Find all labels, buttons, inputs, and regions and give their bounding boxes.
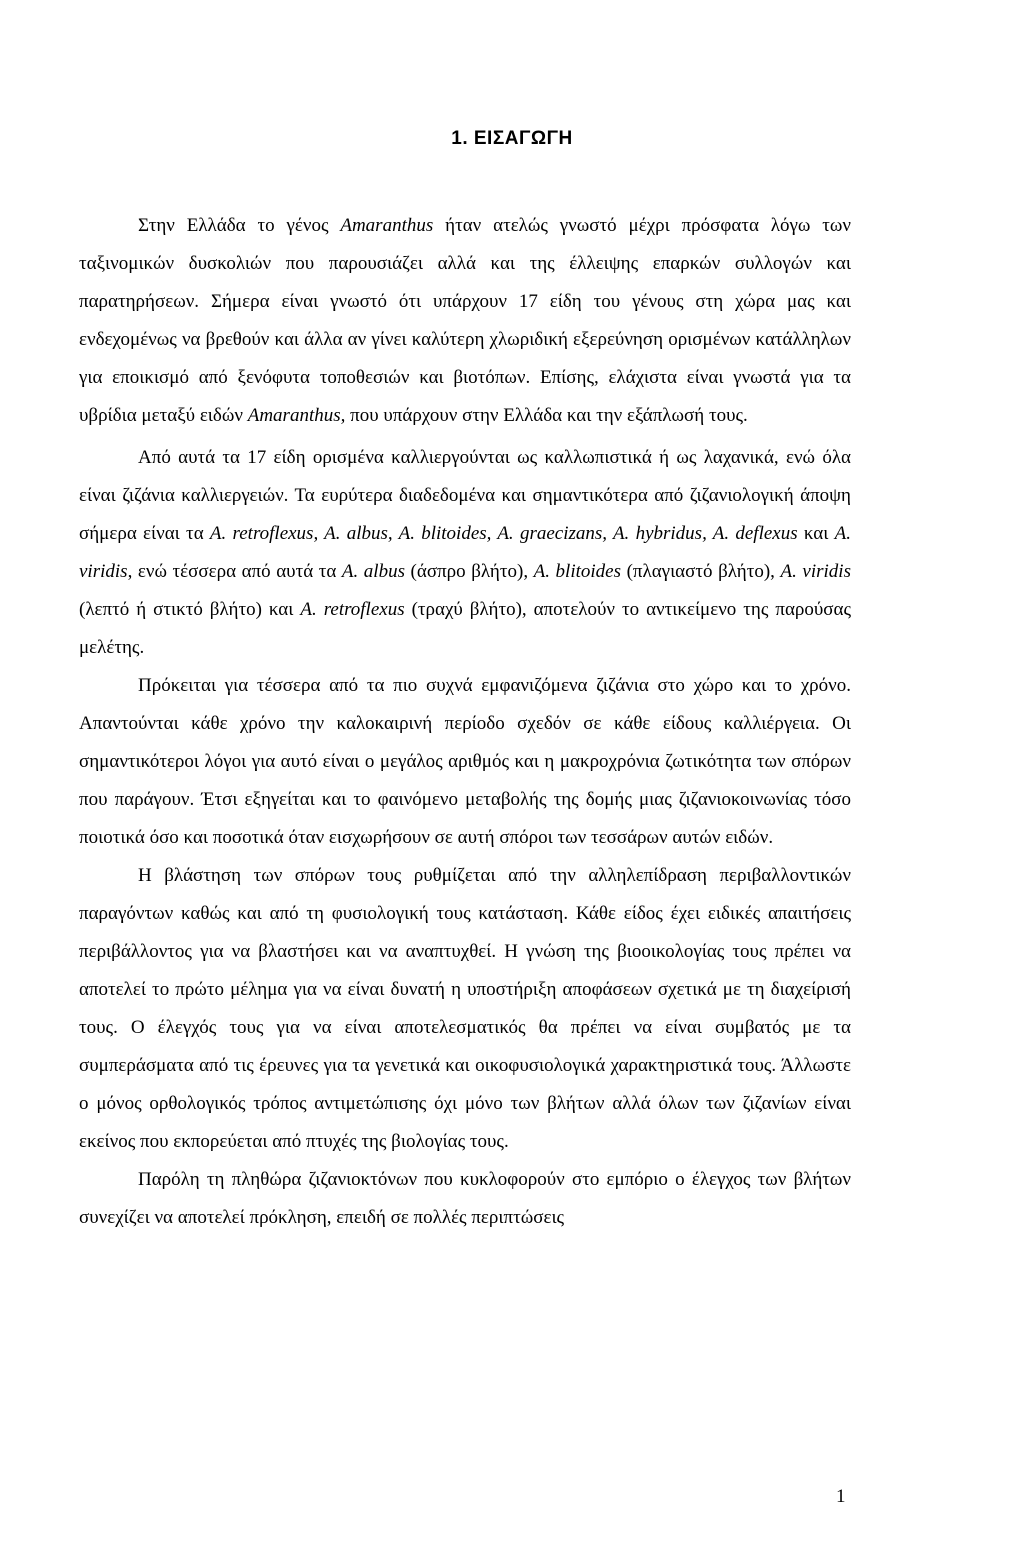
paragraph (79, 667, 851, 857)
paragraph (79, 207, 851, 435)
species-name: A. blitoides (533, 561, 622, 582)
text-run: (άσπρο βλήτο), (404, 561, 534, 582)
species-name: A. viridis (780, 561, 851, 582)
text-run: Η βλάστηση των σπόρων τους ρυθμίζεται από την αλληλεπίδραση περιβαλλοντικών παραγόντων καθώς και από τη φυσιολογική τους κατάσταση. Κάθε είδος έχει ειδικές απαιτήσεις περιβάλλοντος για να βλαστήσει και να αναπτυχθεί. Η γνώση της βιοοικολογίας τους πρέπει να αποτελεί το πρώτο μέλημα για να είναι δυνατή η υποστήριξη αποφάσεων σχετικά με τη διαχείρισή τους. Ο έλεγχός τους για να είναι αποτελεσματικός θα πρέπει να είναι συμβατός με τα συμπεράσματα από τις έρευνες για τα γενετικά και οικοφυσιολογικά χαρακτηριστικά τους. Άλλωστε ο μόνος ορθολογικός τρόπος αντιμετώπισης όχι μόνο των βλήτων αλλά όλων των ζιζανίων είναι εκείνος που εκπορεύεται από πτυχές της βιολογίας τους. (79, 865, 851, 1152)
species-name: Amaranthus (340, 215, 434, 236)
body-text (79, 207, 851, 1237)
species-name: A. retroflexus (300, 599, 405, 620)
species-name: A. albus (341, 561, 405, 582)
species-name: A. retroflexus, A. albus, A. blitoides, A. graecizans, A. hybridus, A. deflexus (209, 523, 798, 544)
paragraph (79, 439, 851, 667)
paragraph (79, 1161, 851, 1237)
text-run: Παρόλη τη πληθώρα ζιζανιοκτόνων που κυκλοφορούν στο εμπόριο ο έλεγχος των βλήτων συνεχίζει να αποτελεί πρόκληση, επειδή σε πολλές περιπτώσεις (79, 1169, 851, 1228)
text-run: Από αυτά τα 17 είδη ορισμένα καλλιεργούνται ως καλλωπιστικά ή ως λαχανικά, ενώ όλα είναι ζιζάνια καλλιεργειών. Τα ευρύτερα διαδεδομένα και σημαντικότερα από ζιζανιολογική άποψη σήμερα είναι τα (79, 447, 851, 544)
text-run: Στην Ελλάδα το γένος (138, 215, 341, 236)
paragraph (79, 857, 851, 1161)
text-run: (λεπτό ή στικτό βλήτο) και (79, 599, 301, 620)
text-run: , ενώ τέσσερα από αυτά τα (127, 561, 342, 582)
text-run: Πρόκειται για τέσσερα από τα πιο συχνά εμφανιζόμενα ζιζάνια στο χώρο και το χρόνο. Απαντούνται κάθε χρόνο την καλοκαιρινή περίοδο σχεδόν σε κάθε είδους καλλιέργεια. Οι σημαντικότεροι λόγοι για αυτό είναι ο μεγάλος αριθμός και η μακροχρόνια ζωτικότητα των σπόρων που παράγουν. Έτσι εξηγείται και το φαινόμενο μεταβολής της δομής μιας ζιζανιοκοινωνίας τόσο ποιοτικά όσο και ποσοτικά όταν εισχωρήσουν σε αυτή σπόροι των τεσσάρων αυτών ειδών. (79, 675, 851, 848)
species-name: Amaranthus, (247, 405, 346, 426)
species-name: A. viridis (79, 523, 851, 582)
text-run: που υπάρχουν στην Ελλάδα και την εξάπλωσή τους. (345, 405, 748, 426)
text-run: (τραχύ βλήτο), αποτελούν το αντικείμενο της παρούσας μελέτης. (79, 599, 852, 658)
text-run: (πλαγιαστό βλήτο), (621, 561, 781, 582)
page-number: 1 (836, 1486, 846, 1507)
text-run: ήταν ατελώς γνωστό μέχρι πρόσφατα λόγω των ταξινομικών δυσκολιών που παρουσιάζει αλλά και της έλλειψης επαρκών συλλογών και παρατηρήσεων. Σήμερα είναι γνωστό ότι υπάρχουν 17 είδη του γένους στη χώρα μας και ενδεχομένως να βρεθούν και άλλα αν γίνει καλύτερη χλωριδική εξερεύνηση ορισμένων κατάλληλων για εποικισμό από ξενόφυτα τοποθεσιών και βιοτόπων. Επίσης, ελάχιστα είναι γνωστά για τα υβρίδια μεταξύ ειδών (79, 215, 851, 426)
text-run: και (797, 523, 835, 544)
section-heading: 1. ΕΙΣΑΓΩΓΗ (451, 128, 573, 149)
